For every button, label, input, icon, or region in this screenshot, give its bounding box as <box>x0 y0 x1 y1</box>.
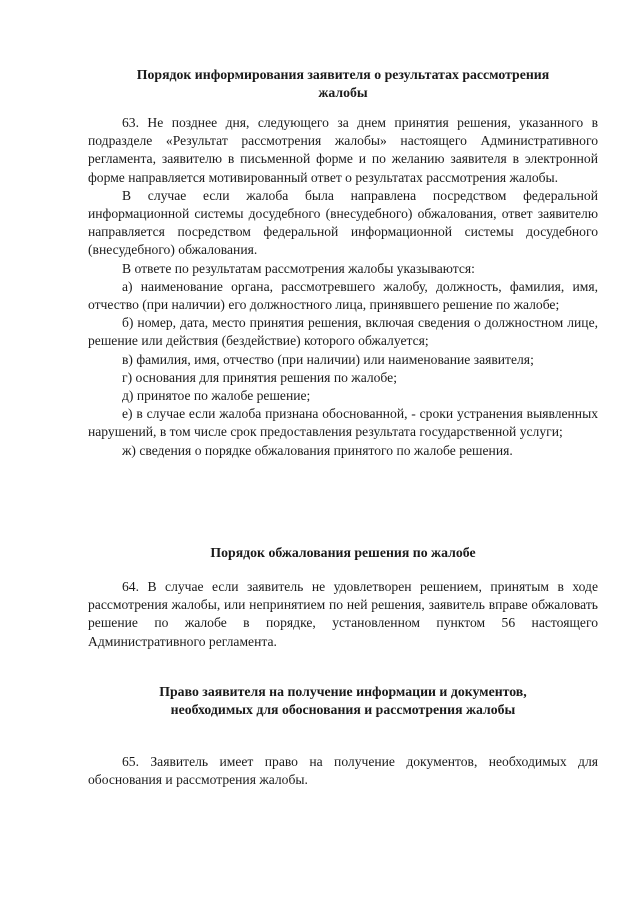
section-1-title-line-1: Порядок информирования заявителя о результатах рассмотрения <box>136 67 550 82</box>
section-3-heading <box>88 683 598 719</box>
list-item-b: б) номер, дата, место принятия решения, включая сведения о должностном лице, решение или действия (бездействие) которого обжалуется; <box>88 315 598 349</box>
paragraph-federal-system: В случае если жалоба была направлена посредством федеральной информационной системы досудебного (внесудебного) обжалования, ответ заявителю направляется посредством федеральной информационной системы досудебного (внесудебного) обжалования. <box>88 187 598 258</box>
paragraph-63: 63. Не позднее дня, следующего за днем принятия решения, указанного в подразделе «Результат рассмотрения жалобы» настоящего Административного регламента, заявителю в письменной форме и по желанию заявителя в электронной форме направляется мотивированный ответ о результатах рассмотрения жалобы. <box>88 115 598 185</box>
paragraph-64: 64. В случае если заявитель не удовлетворен решением, принятым в ходе рассмотрения жалобы, или непринятием по ней решения, заявитель вправе обжаловать решение по жалобе в порядке, установленном пунктом 56 настоящего Административного регламента. <box>88 579 598 649</box>
section-2-body <box>88 578 598 651</box>
section-1-title-line-2: жалобы <box>318 85 368 100</box>
list-item-d: д) принятое по жалобе решение; <box>122 388 311 404</box>
list-item-zh: ж) сведения о порядке обжалования принятого по жалобе решения. <box>122 442 513 458</box>
list-item-e: е) в случае если жалоба признана обоснованной, - сроки устранения выявленных нарушений, в том числе срок предоставления результата государственной услуги; <box>88 406 598 440</box>
section-3-title-line-2: необходимых для обоснования и рассмотрения жалобы <box>170 702 516 717</box>
section-1-heading <box>88 66 598 102</box>
section-3-body <box>88 753 598 789</box>
list-item-a: а) наименование органа, рассмотревшего жалобу, должность, фамилия, имя, отчество (при наличии) его должностного лица, принявшего решение по жалобе; <box>88 278 598 313</box>
list-item-v: в) фамилия, имя, отчество (при наличии) или наименование заявителя; <box>122 351 534 367</box>
section-1-body <box>88 114 598 460</box>
paragraph-65: 65. Заявитель имеет право на получение документов, необходимых для обоснования и рассмотрения жалобы. <box>88 754 598 788</box>
paragraph-answer-intro: В ответе по результатам рассмотрения жалобы указываются: <box>122 260 475 276</box>
list-item-g: г) основания для принятия решения по жалобе; <box>122 369 397 385</box>
section-2-title: Порядок обжалования решения по жалобе <box>210 545 476 560</box>
section-3-title-line-1: Право заявителя на получение информации и документов, <box>159 684 527 699</box>
section-2-heading <box>88 544 598 562</box>
